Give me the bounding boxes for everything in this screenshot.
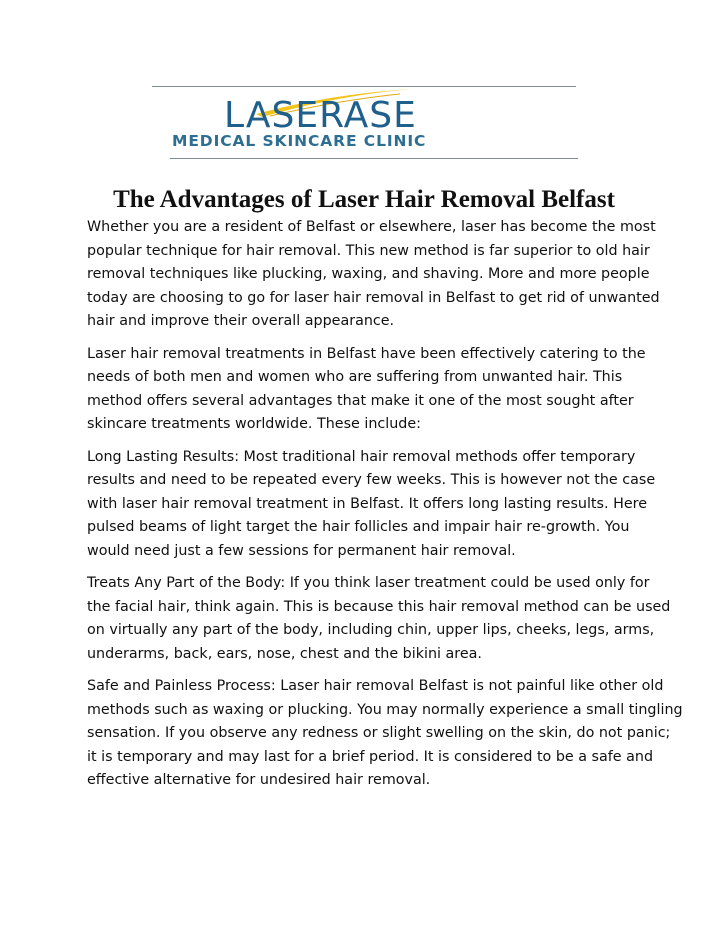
text-line: needs of both men and women who are suffering from unwanted hair. This bbox=[87, 369, 623, 385]
text-line: Whether you are a resident of Belfast or elsewhere, laser has become the most bbox=[87, 219, 656, 235]
text-line: removal techniques like plucking, waxing, and shaving. More and more people bbox=[87, 266, 650, 282]
text-line: hair and improve their overall appearance. bbox=[87, 313, 395, 329]
paragraph bbox=[87, 675, 683, 793]
text-line: Treats Any Part of the Body: If you think laser treatment could be used only for bbox=[87, 575, 650, 591]
text-line: results and need to be repeated every few weeks. This is however not the case bbox=[87, 472, 656, 488]
paragraph bbox=[87, 216, 660, 334]
text-line: with laser hair removal treatment in Belfast. It offers long lasting results. Here bbox=[87, 495, 647, 512]
text-line: skincare treatments worldwide. These include: bbox=[87, 416, 421, 432]
text-line: sensation. If you observe any redness or slight swelling on the skin, do not panic; bbox=[87, 725, 671, 741]
text-line: the facial hair, think again. This is because this hair removal method can be used bbox=[87, 598, 671, 615]
text-line: on virtually any part of the body, including chin, upper lips, cheeks, legs, arms, bbox=[87, 622, 655, 638]
logo-brand-text: LASERASE bbox=[224, 95, 417, 136]
logo-tagline: MEDICAL SKINCARE CLINIC bbox=[172, 132, 427, 150]
text-line: methods such as waxing or plucking. You may normally experience a small tingling bbox=[87, 701, 683, 718]
page-title: The Advantages of Laser Hair Removal Belfast bbox=[113, 186, 615, 213]
text-line: pulsed beams of light target the hair follicles and impair hair re-growth. You bbox=[87, 519, 630, 535]
text-line: underarms, back, ears, nose, chest and the bikini area. bbox=[87, 645, 482, 662]
text-line: method offers several advantages that make it one of the most sought after bbox=[87, 392, 634, 409]
text-line: Laser hair removal treatments in Belfast have been effectively catering to the bbox=[87, 345, 646, 362]
article-body bbox=[87, 216, 683, 802]
paragraph bbox=[87, 446, 657, 564]
text-line: popular technique for hair removal. This new method is far superior to old hair bbox=[87, 242, 650, 259]
text-line: it is temporary and may last for a brief period. It is considered to be a safe and bbox=[87, 748, 654, 765]
paragraph bbox=[87, 343, 657, 437]
text-line: would need just a few sessions for permanent hair removal. bbox=[87, 542, 516, 559]
paragraph bbox=[87, 572, 671, 666]
clinic-logo bbox=[150, 84, 578, 164]
text-line: Long Lasting Results: Most traditional hair removal methods offer temporary bbox=[87, 448, 636, 465]
text-line: effective alternative for undesired hair removal. bbox=[87, 772, 431, 788]
logo-bottom-rule bbox=[170, 158, 578, 159]
text-line: today are choosing to go for laser hair removal in Belfast to get rid of unwanted bbox=[87, 289, 660, 306]
text-line: Safe and Painless Process: Laser hair removal Belfast is not painful like other old bbox=[87, 678, 664, 694]
